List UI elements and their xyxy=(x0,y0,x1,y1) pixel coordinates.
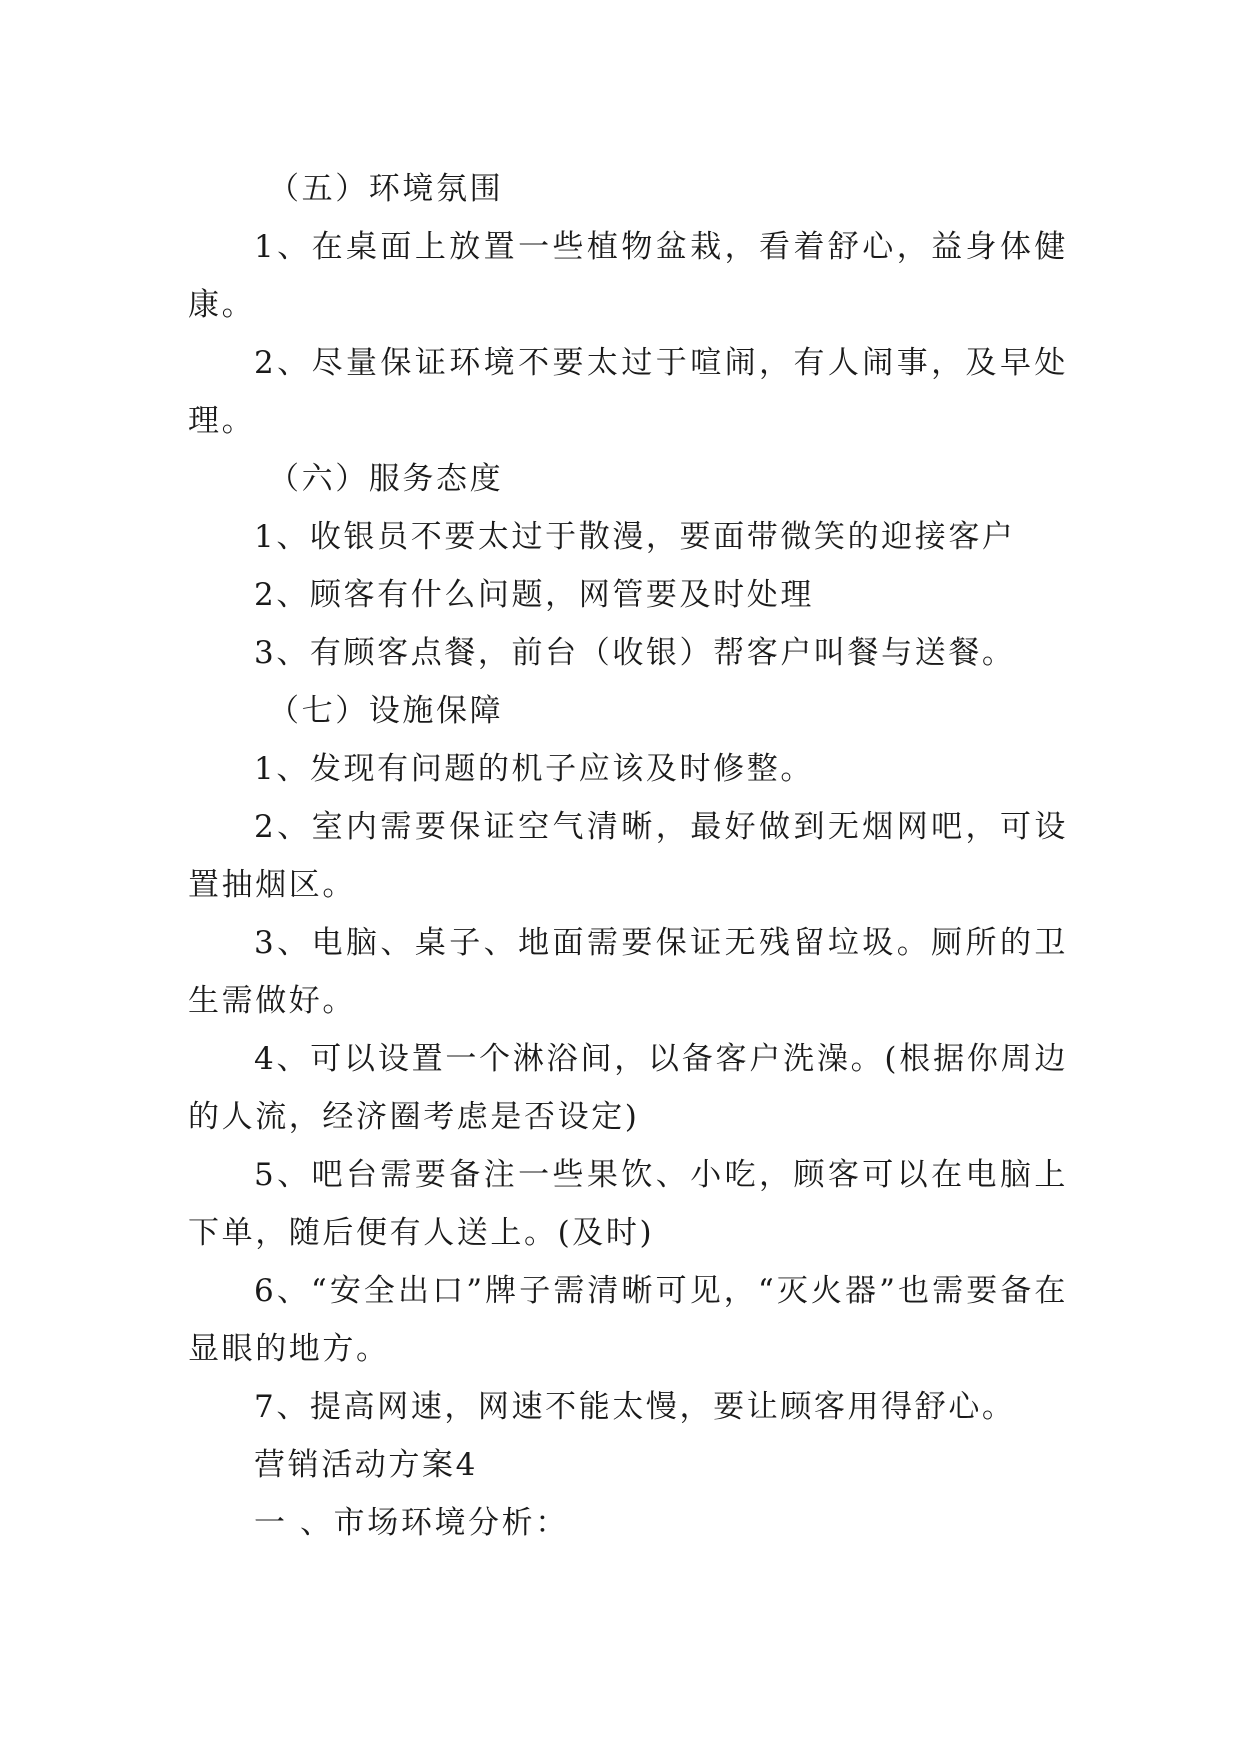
paragraph-item: 5、吧台需要备注一些果饮、小吃，顾客可以在电脑上下单，随后便有人送上。(及时) xyxy=(188,1157,1068,1251)
paragraph-item: 4、可以设置一个淋浴间，以备客户洗澡。(根据你周边的人流，经济圈考虑是否设定) xyxy=(188,1041,1068,1135)
paragraph-item: 1、发现有问题的机子应该及时修整。 xyxy=(254,751,814,787)
section-heading: 一 、市场环境分析： xyxy=(254,1505,569,1541)
subheading-environment: （五）环境氛围 xyxy=(268,171,504,207)
paragraph-item: 3、电脑、桌子、地面需要保证无残留垃圾。厕所的卫生需做好。 xyxy=(188,925,1068,1019)
section-title: 营销活动方案4 xyxy=(254,1447,478,1483)
paragraph-item: 1、在桌面上放置一些植物盆栽，看着舒心，益身体健康。 xyxy=(188,229,1068,323)
paragraph-item: 1、收银员不要太过于散漫，要面带微笑的迎接客户 xyxy=(254,519,1016,555)
paragraph-item: 6、“安全出口”牌子需清晰可见，“灭火器”也需要备在显眼的地方。 xyxy=(188,1273,1068,1367)
paragraph-item: 2、尽量保证环境不要太过于喧闹，有人闹事，及早处理。 xyxy=(188,345,1068,439)
paragraph-item: 7、提高网速，网速不能太慢，要让顾客用得舒心。 xyxy=(254,1389,1016,1425)
paragraph-item: 2、顾客有什么问题，网管要及时处理 xyxy=(254,577,814,613)
paragraph-item: 3、有顾客点餐，前台（收银）帮客户叫餐与送餐。 xyxy=(254,635,1016,671)
subheading-service-attitude: （六）服务态度 xyxy=(268,461,504,497)
subheading-facilities: （七）设施保障 xyxy=(268,693,504,729)
paragraph-item: 2、室内需要保证空气清晰，最好做到无烟网吧，可设置抽烟区。 xyxy=(188,809,1068,903)
document-body xyxy=(188,160,1068,1552)
